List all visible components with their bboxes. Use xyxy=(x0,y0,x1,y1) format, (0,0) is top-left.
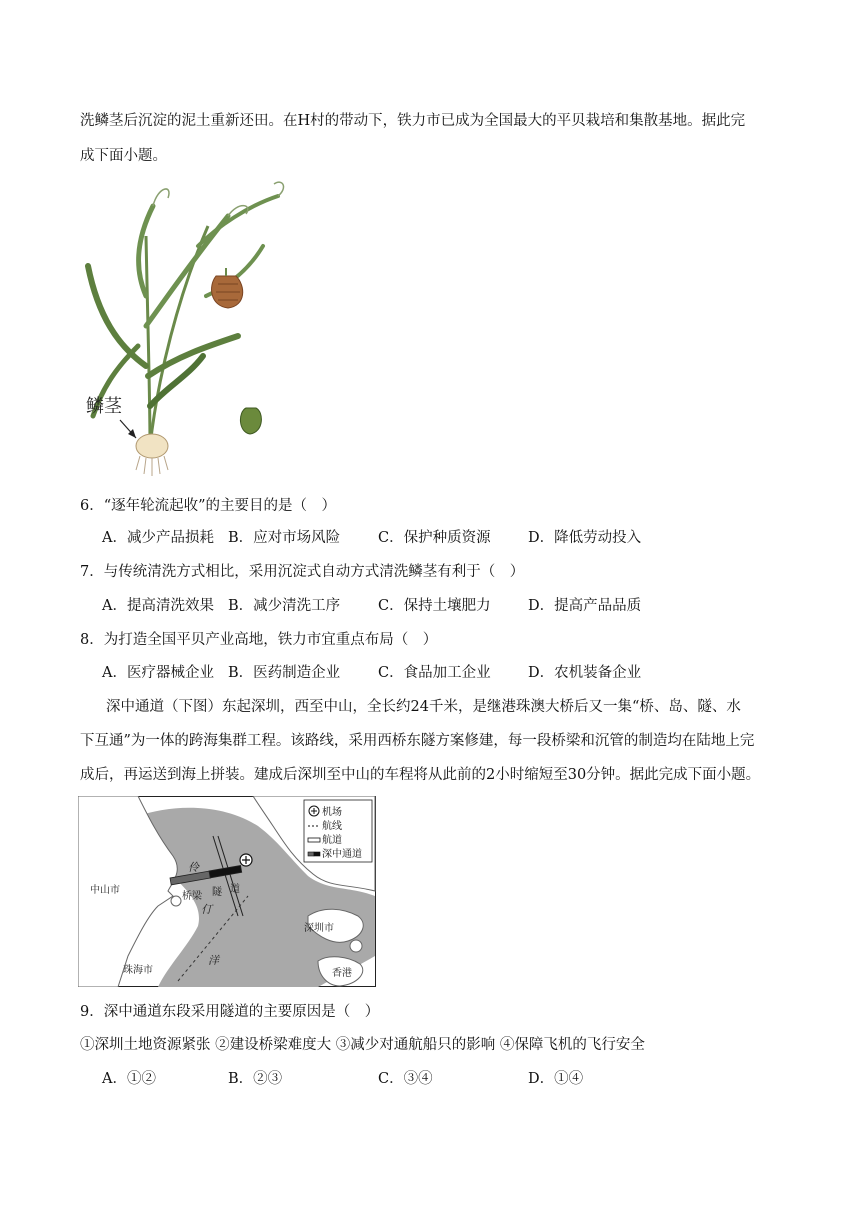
place-zhongshan: 中山市 xyxy=(90,885,120,896)
q9-option-b[interactable]: B．②③ xyxy=(228,1071,283,1087)
passage-line-2: 下互通”为一体的跨海集群工程。该路线，采用西桥东隧方案修建，每一段桥梁和沉管的制造均在陆地上完 xyxy=(80,733,755,749)
legend-flight-route: 航线 xyxy=(322,821,342,832)
passage-line-1: 深中通道（下图）东起深圳，西至中山，全长约24千米，是继港珠澳大桥后又一集“桥、岛、隧、水 xyxy=(106,699,741,715)
q8-option-d[interactable]: D．农机装备企业 xyxy=(528,665,642,681)
q7-option-c[interactable]: C．保持土壤肥力 xyxy=(378,598,491,614)
sea-char-2: 仃 xyxy=(201,903,212,916)
q8-option-b[interactable]: B．医药制造企业 xyxy=(228,665,341,681)
q7-option-d[interactable]: D．提高产品品质 xyxy=(528,598,642,614)
place-shenzhen: 深圳市 xyxy=(304,923,334,934)
segment-label-sui: 隧 xyxy=(212,887,222,898)
q9-option-c[interactable]: C．③④ xyxy=(378,1071,433,1087)
sea-char-3: 洋 xyxy=(208,954,219,967)
legend-shenzhong-link: 深中通道 xyxy=(322,849,362,860)
q9-option-d[interactable]: D．①④ xyxy=(528,1071,584,1087)
q6-option-a[interactable]: A．减少产品损耗 xyxy=(102,530,214,546)
shenzhong-map xyxy=(78,796,376,987)
q8-option-c[interactable]: C．食品加工企业 xyxy=(378,665,491,681)
q7-option-a[interactable]: A．提高清洗效果 xyxy=(102,598,214,614)
intro-line-2: 成下面小题。 xyxy=(80,148,167,164)
q8-option-a[interactable]: A．医疗器械企业 xyxy=(102,665,214,681)
place-zhuhai: 珠海市 xyxy=(123,965,153,976)
segment-label-dao: 道 xyxy=(230,884,240,895)
q7-stem: 7．与传统清洗方式相比，采用沉淀式自动方式清洗鳞茎有利于（ ） xyxy=(80,564,525,580)
q7-option-b[interactable]: B．减少清洗工序 xyxy=(228,598,341,614)
q9-choices: ①深圳土地资源紧张 ②建设桥梁难度大 ③减少对通航船只的影响 ④保障飞机的飞行安全 xyxy=(80,1037,645,1053)
q6-stem: 6．“逐年轮流起收”的主要目的是（ ） xyxy=(80,498,337,514)
q6-option-d[interactable]: D．降低劳动投入 xyxy=(528,530,642,546)
q9-stem: 9．深中通道东段采用隧道的主要原因是（ ） xyxy=(80,1004,380,1020)
plant-label-bulb: 鳞茎 xyxy=(86,396,122,417)
intro-line-1: 洗鳞茎后沉淀的泥土重新还田。在H村的带动下，铁力市已成为全国最大的平贝栽培和集散基地。据此完 xyxy=(80,113,746,129)
legend-airport: 机场 xyxy=(322,807,342,818)
q6-option-b[interactable]: B．应对市场风险 xyxy=(228,530,341,546)
sea-char-1: 伶 xyxy=(188,861,199,874)
segment-label-bridge: 桥梁 xyxy=(182,891,202,902)
q9-option-a[interactable]: A．①② xyxy=(102,1071,156,1087)
q8-stem: 8．为打造全国平贝产业高地，铁力市宜重点布局（ ） xyxy=(80,632,438,648)
q6-option-c[interactable]: C．保护种质资源 xyxy=(378,530,491,546)
legend-channel: 航道 xyxy=(322,835,342,846)
plant-illustration xyxy=(78,176,298,481)
place-hongkong: 香港 xyxy=(332,968,352,979)
passage-line-3: 成后，再运送到海上拼装。建成后深圳至中山的车程将从此前的2小时缩短至30分钟。据此完成下面小题。 xyxy=(80,767,761,783)
